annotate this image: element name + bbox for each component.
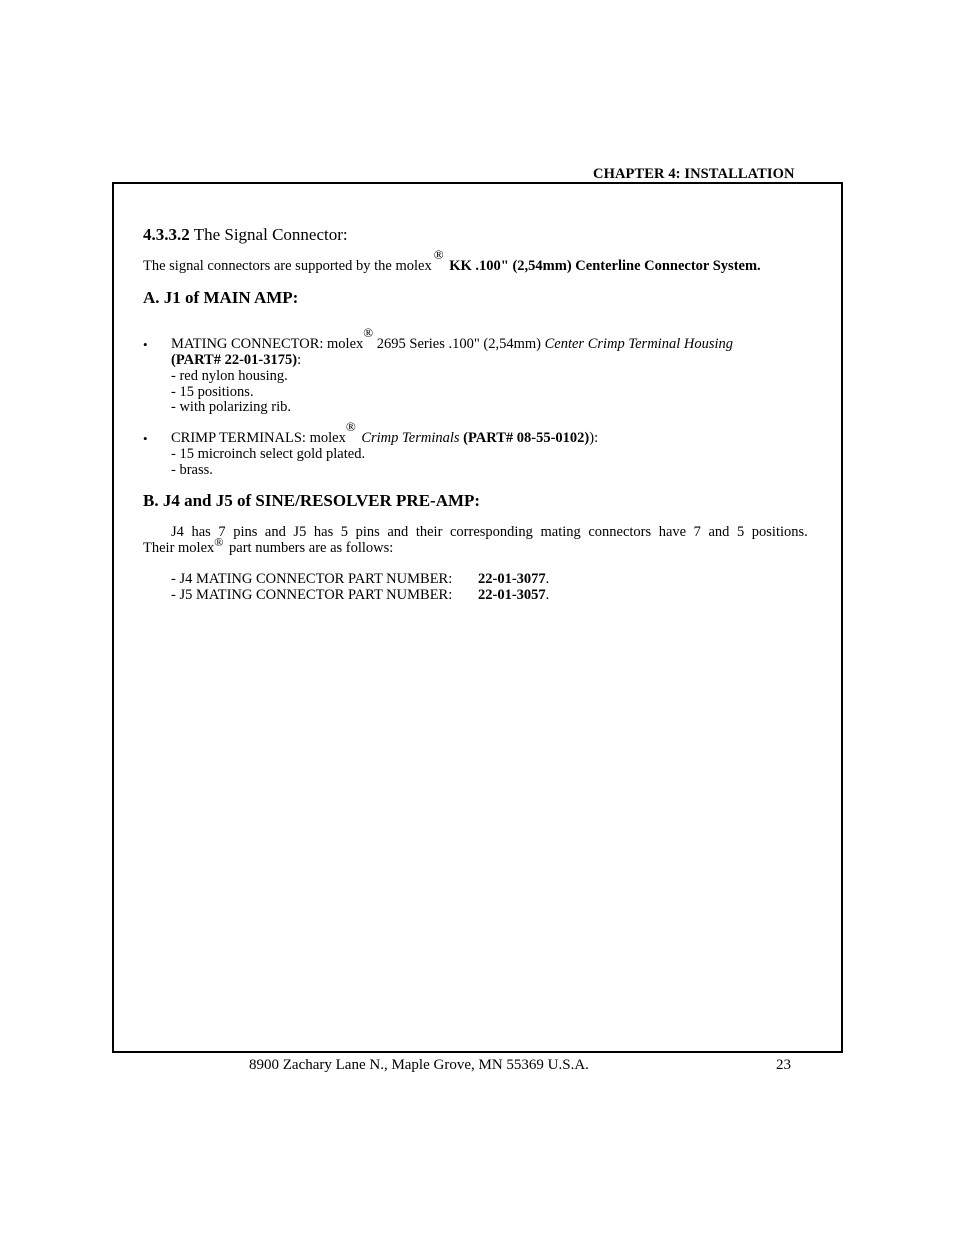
j4-j5-paragraph-line2 [143, 535, 394, 556]
crimp-terminals-part-number: (PART# 08-55-0102) [463, 430, 590, 446]
detail-line: - 15 positions. [171, 384, 254, 400]
mating-connector-housing: Center Crimp Terminal Housing [544, 336, 733, 352]
registered-mark: ® [363, 325, 374, 340]
word: has [313, 524, 334, 540]
mating-connector-series: 2695 Series .100" (2,54mm) [373, 336, 545, 352]
intro-bold-text: KK .100" (2,54mm) Centerline Connector System. [449, 258, 761, 274]
intro-paragraph [143, 247, 761, 274]
section-title-text: The Signal Connector: [193, 225, 348, 244]
mating-connector-line [171, 325, 733, 352]
detail-line: - 15 microinch select gold plated. [171, 446, 366, 462]
j5-part-number-line [171, 587, 549, 603]
word: corresponding [449, 524, 533, 540]
bullet-dot: • [143, 431, 148, 446]
j5-part-label: - J5 MATING CONNECTOR PART NUMBER: [171, 587, 453, 603]
mating-connector-part-number: (PART# 22-01-3175) [171, 352, 298, 368]
mating-connector-part-line [171, 352, 301, 368]
j4-part-number-line [171, 571, 549, 587]
word: 7 [693, 524, 701, 540]
section-number: 4.3.3.2 [143, 225, 190, 244]
section-title [143, 225, 348, 245]
period: . [545, 587, 550, 603]
word: mating [540, 524, 581, 540]
word: J4 [171, 524, 184, 540]
registered-mark: ® [214, 535, 224, 549]
registered-mark: ® [345, 419, 356, 434]
j5-part-number: 22-01-3057 [478, 587, 546, 603]
heading-j1-main-amp: A. J1 of MAIN AMP: [143, 288, 299, 307]
detail-line: - brass. [171, 462, 213, 478]
mating-connector-part-tail: : [297, 352, 302, 368]
word: 7 [218, 524, 226, 540]
word: and [387, 524, 409, 540]
crimp-terminals-italic: Crimp Terminals [361, 430, 460, 446]
word: and [708, 524, 730, 540]
word: connectors [588, 524, 652, 540]
word: pins [233, 524, 258, 540]
word: their [415, 524, 443, 540]
intro-text: The signal connectors are supported by the molex [143, 258, 432, 274]
word: 5 [340, 524, 349, 540]
detail-line: - red nylon housing. [171, 368, 288, 384]
heading-j4-j5-pre-amp: B. J4 and J5 of SINE/RESOLVER PRE-AMP: [143, 491, 481, 510]
period: . [545, 571, 550, 587]
word: and [264, 524, 286, 540]
j4-part-number: 22-01-3077 [478, 571, 546, 587]
word: has [191, 524, 211, 540]
word: J5 [293, 524, 307, 540]
bullet-dot: • [143, 337, 148, 352]
crimp-terminals-part-tail: ): [589, 430, 599, 446]
their-molex-text: Their molex [143, 540, 215, 556]
part-numbers-text: part numbers are as follows: [229, 540, 394, 556]
mating-connector-lead: MATING CONNECTOR: molex [171, 336, 364, 352]
crimp-terminals-lead: CRIMP TERMINALS: molex [171, 430, 346, 446]
j4-part-label: - J4 MATING CONNECTOR PART NUMBER: [171, 571, 453, 587]
j4-j5-paragraph-line1 [171, 524, 808, 540]
page-number: 23 [776, 1057, 791, 1073]
crimp-terminals-line [171, 419, 599, 446]
content-frame [112, 182, 843, 1053]
chapter-header: CHAPTER 4: INSTALLATION [593, 166, 795, 182]
word: pins [355, 524, 380, 540]
word: 5 [736, 524, 745, 540]
footer-address: 8900 Zachary Lane N., Maple Grove, MN 55369 U.S.A. [249, 1057, 589, 1073]
word: positions. [751, 524, 808, 540]
registered-mark: ® [433, 247, 444, 262]
word: have [658, 524, 687, 540]
detail-line: - with polarizing rib. [171, 399, 292, 415]
